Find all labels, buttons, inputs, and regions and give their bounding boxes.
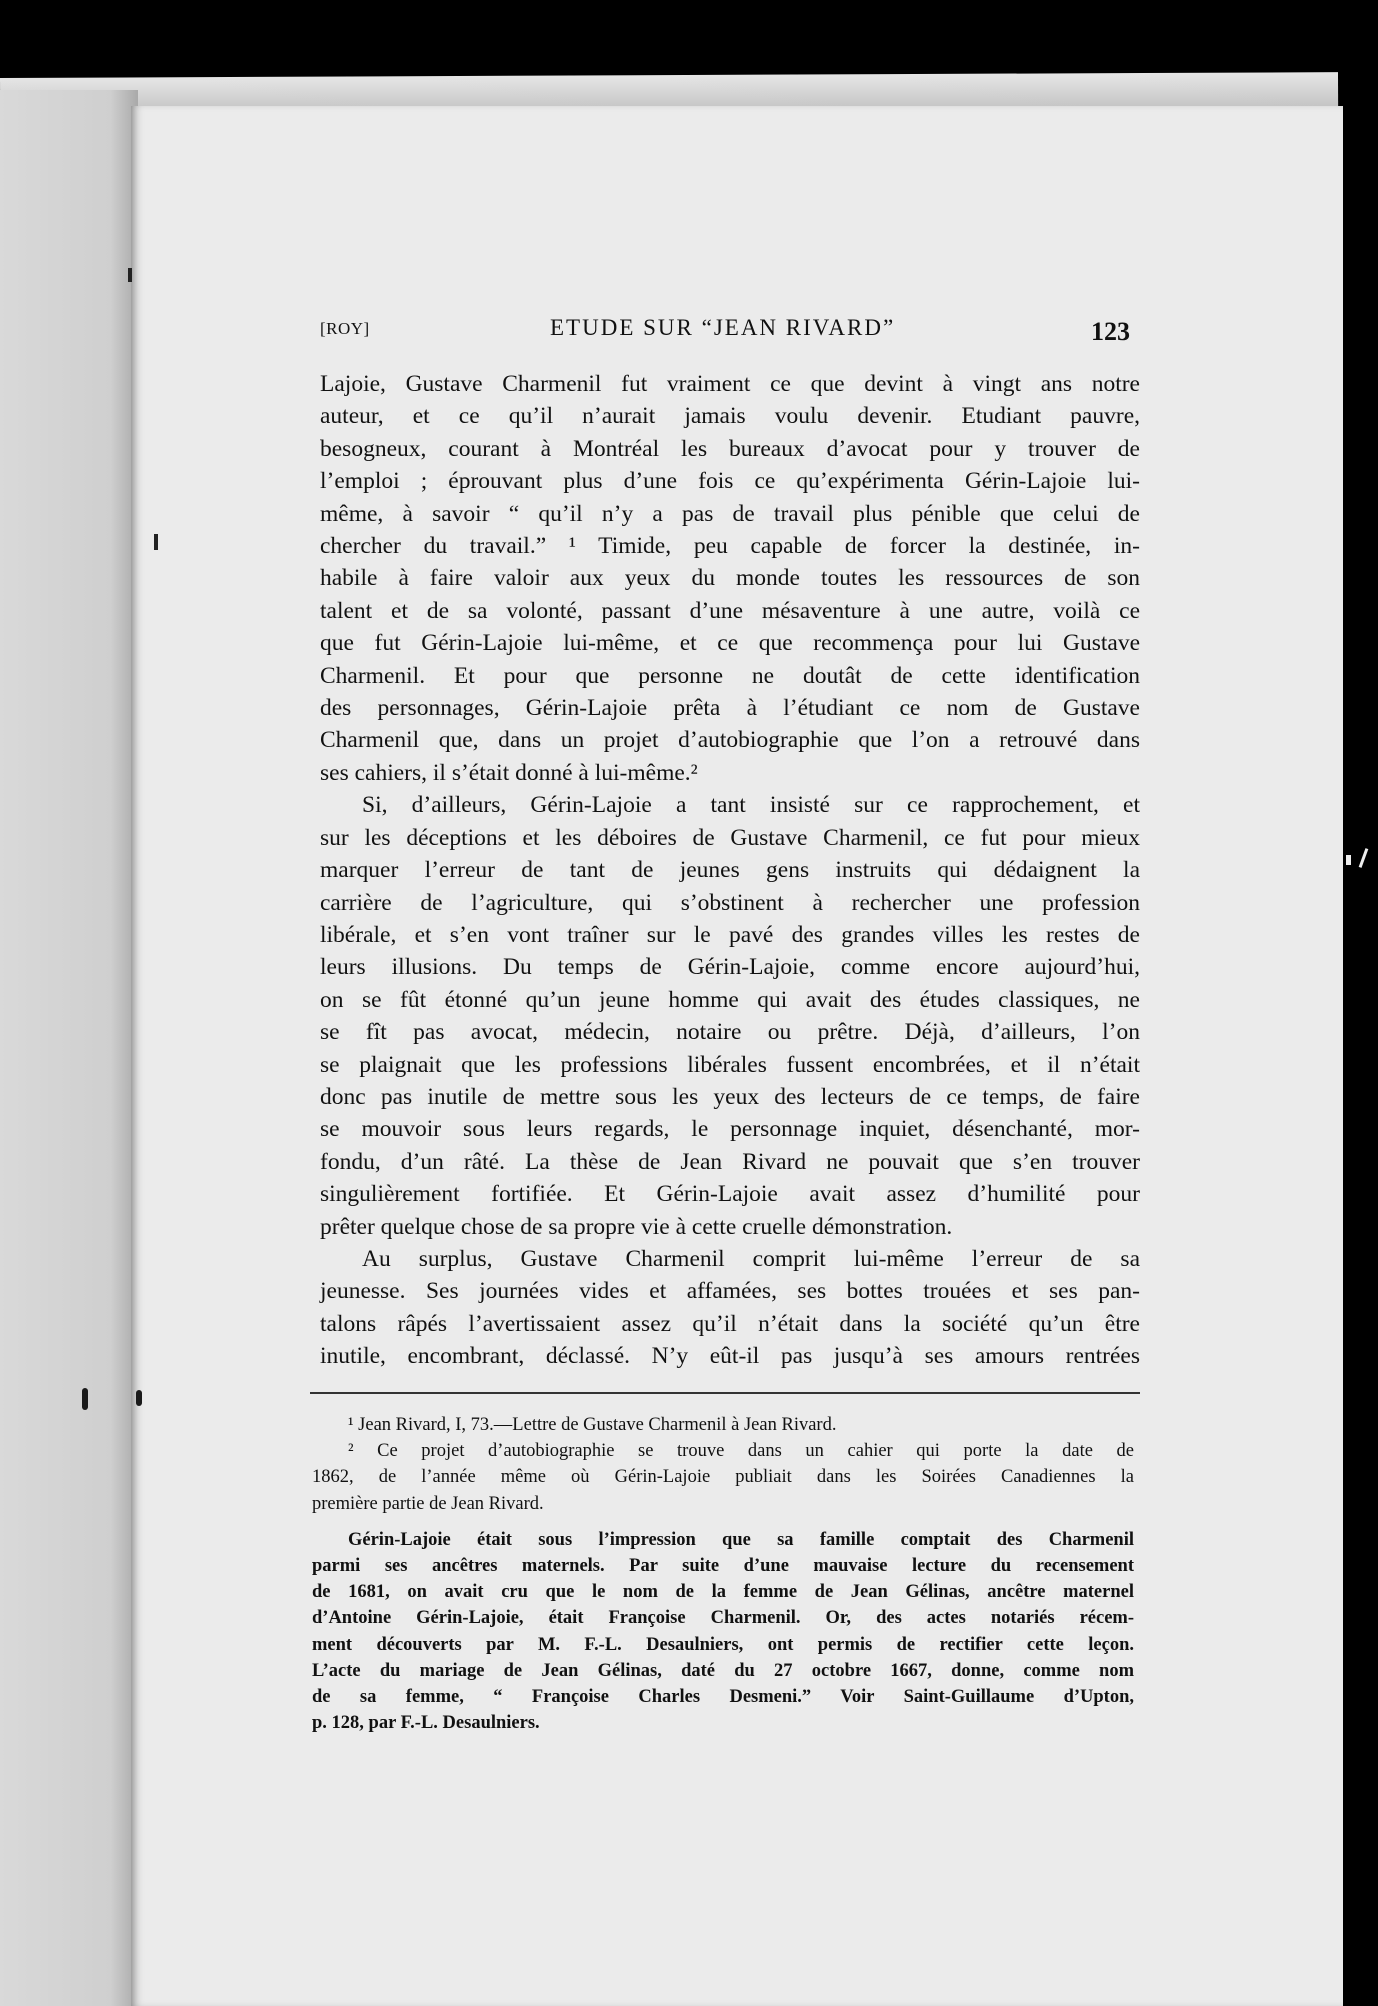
body-line: talent et de sa volonté, passant d’une mésaventure à une autre, voilà ce	[320, 597, 1140, 624]
running-head-title: ETUDE SUR “JEAN RIVARD”	[550, 315, 896, 340]
body-line: singulièrement fortifiée. Et Gérin-Lajoie avait assez d’humilité pour	[320, 1181, 1140, 1208]
body-line: donc pas inutile de mettre sous les yeux des lecteurs de ce temps, de faire	[320, 1083, 1140, 1110]
footnote-rule	[310, 1392, 1140, 1394]
running-head-author: [ROY]	[320, 319, 370, 338]
body-line: se fît pas avocat, médecin, notaire ou prêtre. Déjà, d’ailleurs, l’on	[320, 1019, 1140, 1046]
body-line: jeunesse. Ses journées vides et affamées, ses bottes trouées et ses pan-	[320, 1278, 1140, 1305]
body-line: besogneux, courant à Montréal les bureaux d’avocat pour y trouver de	[320, 435, 1140, 462]
body-line: prêter quelque chose de sa propre vie à cette cruelle démonstration.	[320, 1213, 953, 1240]
body-line: que fut Gérin-Lajoie lui-même, et ce que recommença pour lui Gustave	[320, 630, 1140, 657]
footnote-3-line: de sa femme, “ Françoise Charles Desmeni.” Voir Saint-Guillaume d’Upton,	[312, 1687, 1134, 1708]
body-line: ses cahiers, il s’était donné à lui-même.²	[320, 759, 698, 786]
body-line: se mouvoir sous leurs regards, le personnage inquiet, désenchanté, mor-	[320, 1116, 1140, 1143]
footnote-3-line: d’Antoine Gérin-Lajoie, était Françoise Charmenil. Or, des actes notariés récem-	[312, 1608, 1134, 1629]
body-line: des personnages, Gérin-Lajoie prêta à l’étudiant ce nom de Gustave	[320, 695, 1140, 722]
body-line: Charmenil que, dans un projet d’autobiographie que l’on a retrouvé dans	[320, 727, 1140, 754]
body-line: se plaignait que les professions libérales fussent encombrées, et il n’était	[320, 1051, 1140, 1078]
body-line: sur les déceptions et les déboires de Gustave Charmenil, ce fut pour mieux	[320, 824, 1140, 851]
body-line: Si, d’ailleurs, Gérin-Lajoie a tant insisté sur ce rapprochement, et	[362, 792, 1140, 819]
footnote-3-line: parmi ses ancêtres maternels. Par suite d’une mauvaise lecture du recensement	[312, 1556, 1134, 1577]
page-number: 123	[1091, 317, 1130, 346]
scan-speck	[82, 1388, 88, 1410]
footnote-2-line: première partie de Jean Rivard.	[312, 1493, 544, 1514]
body-line: talons râpés l’avertissaient assez qu’il n’était dans la société qu’un être	[320, 1310, 1140, 1337]
scan-speck	[136, 1390, 142, 1406]
body-line: libérale, et s’en vont traîner sur le pavé des grandes villes les restes de	[320, 921, 1140, 948]
footnotes	[312, 1412, 1134, 1736]
scan-speck	[154, 534, 158, 550]
footnote-3-line: L’acte du mariage de Jean Gélinas, daté du 27 octobre 1667, donne, comme nom	[312, 1660, 1134, 1681]
scan-speck	[128, 268, 132, 282]
body-line: leurs illusions. Du temps de Gérin-Lajoie, comme encore aujourd’hui,	[320, 954, 1140, 981]
body-text	[320, 368, 1140, 1373]
body-line: Lajoie, Gustave Charmenil fut vraiment ce que devint à vingt ans notre	[320, 371, 1140, 397]
footnote-3-line: Gérin-Lajoie était sous l’impression que sa famille comptait des Charmenil	[348, 1529, 1134, 1550]
scan-speck	[1346, 855, 1351, 865]
body-line: inutile, encombrant, déclassé. N’y eût-il pas jusqu’à ses amours rentrées	[320, 1343, 1140, 1370]
body-line: auteur, et ce qu’il n’aurait jamais voulu devenir. Etudiant pauvre,	[320, 403, 1140, 430]
body-line: l’emploi ; éprouvant plus d’une fois ce qu’expérimenta Gérin-Lajoie lui-	[320, 468, 1140, 495]
footnote-gap	[312, 1517, 1134, 1527]
footnote-2-line: ² Ce projet d’autobiographie se trouve dans un cahier qui porte la date de	[348, 1441, 1134, 1462]
body-line: Charmenil. Et pour que personne ne doutât de cette identification	[320, 662, 1140, 689]
footnote-3-line: p. 128, par F.-L. Desaulniers.	[312, 1713, 540, 1734]
footnote-2-line: 1862, de l’année même où Gérin-Lajoie publiait dans les Soirées Canadiennes la	[312, 1467, 1134, 1488]
body-line: habile à faire valoir aux yeux du monde toutes les ressources de son	[320, 565, 1140, 592]
footnote-3-line: de 1681, on avait cru que le nom de la femme de Jean Gélinas, ancêtre maternel	[312, 1582, 1134, 1603]
body-line: fondu, d’un râté. La thèse de Jean Rivard ne pouvait que s’en trouver	[320, 1148, 1140, 1175]
scan-speck	[1359, 848, 1369, 868]
running-head	[320, 315, 1130, 355]
body-line: carrière de l’agriculture, qui s’obstinent à rechercher une profession	[320, 889, 1140, 916]
body-line: Au surplus, Gustave Charmenil comprit lui-même l’erreur de sa	[362, 1245, 1140, 1272]
footnote-3-line: ment découverts par M. F.-L. Desaulniers, ont permis de rectifier cette leçon.	[312, 1634, 1134, 1655]
footnote-1: ¹ Jean Rivard, I, 73.—Lettre de Gustave Charmenil à Jean Rivard.	[348, 1415, 837, 1435]
previous-leaf-left-edge	[0, 90, 138, 2006]
body-line: même, à savoir “ qu’il n’y a pas de travail plus pénible que celui de	[320, 500, 1140, 527]
body-line: on se fût étonné qu’un jeune homme qui avait des études classiques, ne	[320, 986, 1140, 1013]
body-line: marquer l’erreur de tant de jeunes gens instruits qui dédaignent la	[320, 857, 1140, 884]
body-line: chercher du travail.” ¹ Timide, peu capable de forcer la destinée, in-	[320, 533, 1140, 560]
